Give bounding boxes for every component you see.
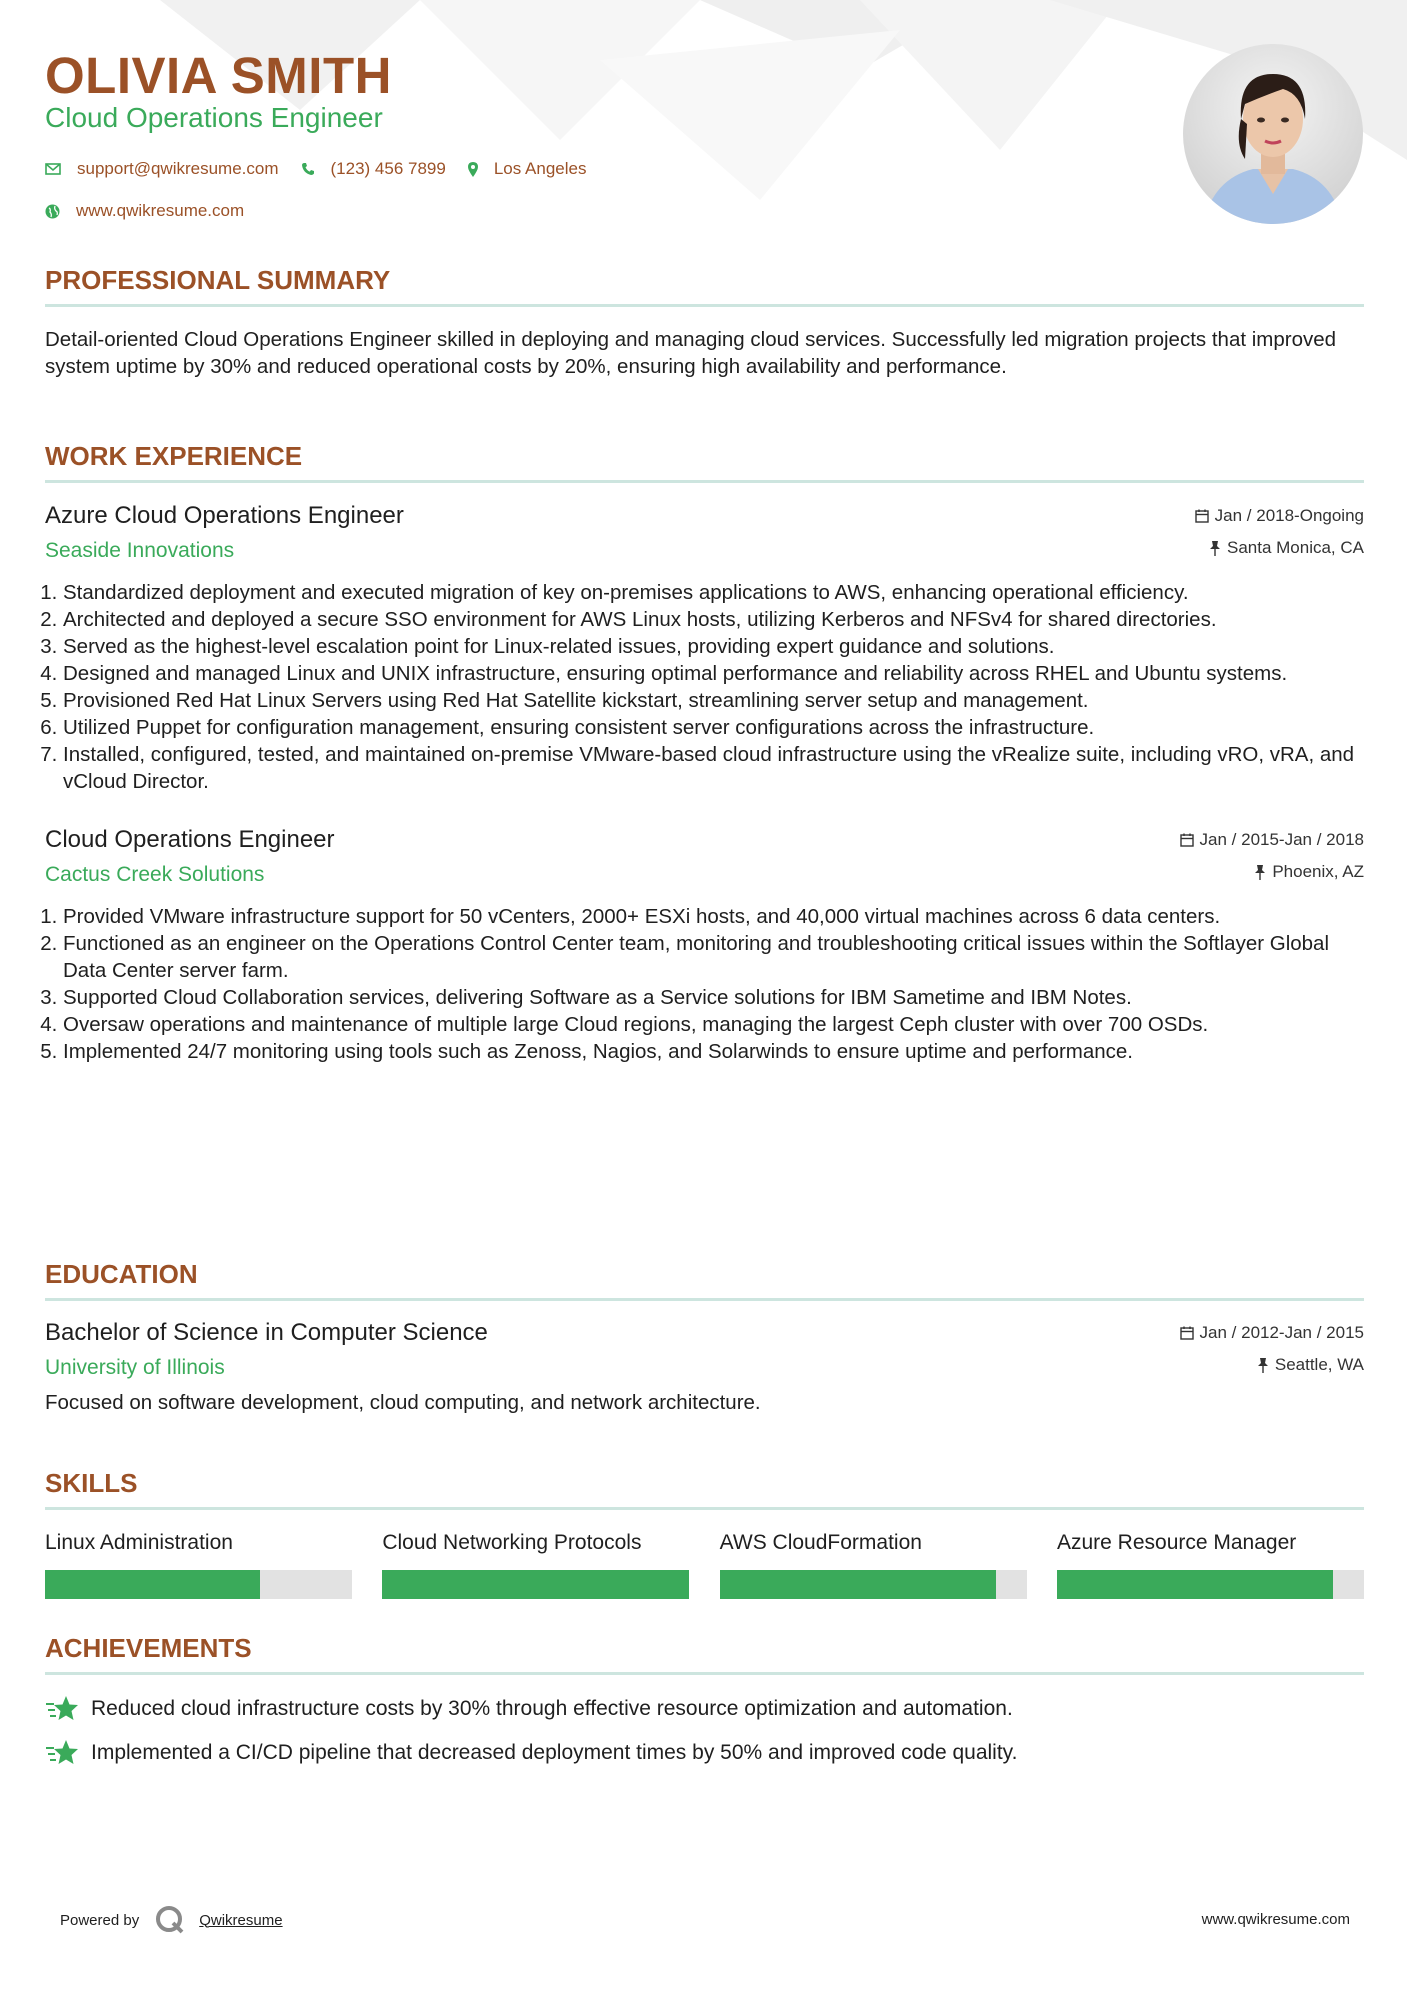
- skill-item: [45, 1528, 352, 1599]
- job-location: [1195, 532, 1364, 564]
- skill-bar: [720, 1570, 1027, 1599]
- list-item: 3. Supported Cloud Collaboration services, delivering Software as a Service solutions for IBM Sametime and IBM Notes.: [63, 984, 1364, 1011]
- skill-name: Cloud Networking Protocols: [382, 1531, 642, 1554]
- profile-photo: [1183, 44, 1363, 224]
- website-text: www.qwikresume.com: [76, 201, 245, 220]
- email-text: support@qwikresume.com: [77, 159, 279, 178]
- qwikresume-logo-icon: [155, 1905, 185, 1935]
- skill-bar-fill: [720, 1570, 996, 1599]
- job-location-text: Santa Monica, CA: [1226, 538, 1364, 557]
- job-entry: [45, 500, 1364, 795]
- star-icon: [45, 1739, 79, 1767]
- pushpin-icon: [1257, 1358, 1269, 1373]
- skills-heading: SKILLS: [45, 1468, 138, 1498]
- section-divider: [45, 1507, 1364, 1510]
- education-meta: [1180, 1317, 1364, 1381]
- list-item: 2. Functioned as an engineer on the Operations Control Center team, monitoring and troubleshooting critical issues within the Softlayer Global Data Center server farm.: [63, 930, 1364, 984]
- summary-text: Detail-oriented Cloud Operations Engineer skilled in deploying and managing cloud services. Successfully led migration projects that improved system uptime by 30% and reduced operational costs by 20%, ensuring high availability and performance.: [45, 328, 1337, 378]
- skill-bar-fill: [1057, 1570, 1333, 1599]
- footer-website[interactable]: www.qwikresume.com: [1201, 1911, 1350, 1928]
- list-item: 7. Installed, configured, tested, and maintained on-premise VMware-based cloud infrastructure using the vRealize suite, including vRO, vRA, and vCloud Director.: [63, 741, 1364, 795]
- powered-by: [60, 1900, 283, 1940]
- section-divider: [45, 480, 1364, 483]
- experience-section: [45, 438, 1364, 1065]
- summary-heading: PROFESSIONAL SUMMARY: [45, 265, 391, 295]
- qwikresume-link[interactable]: Qwikresume: [199, 1911, 283, 1929]
- email-contact[interactable]: [45, 159, 279, 179]
- section-divider: [45, 304, 1364, 307]
- skill-item: [382, 1528, 689, 1599]
- list-item: 2. Architected and deployed a secure SSO environment for AWS Linux hosts, utilizing Kerberos and NFSv4 for shared directories.: [63, 606, 1364, 633]
- job-company: Seaside Innovations: [45, 539, 235, 562]
- skill-bar-fill: [382, 1570, 689, 1599]
- skill-name: Azure Resource Manager: [1056, 1531, 1297, 1554]
- globe-icon: [45, 204, 60, 219]
- achievements-section: [45, 1630, 1364, 1769]
- list-item: 4. Oversaw operations and maintenance of multiple large Cloud regions, managing the largest Ceph cluster with over 700 OSDs.: [63, 1011, 1364, 1038]
- list-item: 4. Designed and managed Linux and UNIX infrastructure, ensuring optimal performance and reliability across RHEL and Ubuntu systems.: [63, 660, 1364, 687]
- skills-section: [45, 1465, 1364, 1599]
- list-item: 3. Served as the highest-level escalation point for Linux-related issues, providing expert guidance and solutions.: [63, 633, 1364, 660]
- job-date: [1180, 824, 1364, 856]
- job-date: [1195, 500, 1364, 532]
- skill-name: AWS CloudFormation: [719, 1531, 922, 1554]
- job-entry: [45, 824, 1364, 1065]
- candidate-role: Cloud Operations Engineer: [45, 102, 383, 133]
- pushpin-icon: [1254, 865, 1266, 880]
- skill-bar-fill: [45, 1570, 260, 1599]
- job-location: [1180, 856, 1364, 888]
- contact-info: [45, 156, 608, 240]
- skills-list: [45, 1528, 1364, 1599]
- list-item: 5. Provisioned Red Hat Linux Servers using Red Hat Satellite kickstart, streamlining server setup and management.: [63, 687, 1364, 714]
- degree-title: Bachelor of Science in Computer Science: [45, 1319, 488, 1346]
- job-bullets: [45, 579, 1364, 795]
- calendar-icon: [1195, 509, 1209, 523]
- education-heading: EDUCATION: [45, 1259, 198, 1289]
- skill-item: [1057, 1528, 1364, 1599]
- education-section: [45, 1256, 1364, 1416]
- list-item: 1. Provided VMware infrastructure support for 50 vCenters, 2000+ ESXi hosts, and 40,000 virtual machines across 6 data centers.: [63, 903, 1364, 930]
- education-entry: [45, 1317, 1364, 1416]
- achievements-heading: ACHIEVEMENTS: [45, 1633, 252, 1663]
- star-icon: [45, 1695, 79, 1723]
- calendar-icon: [1180, 1326, 1194, 1340]
- education-description: Focused on software development, cloud computing, and network architecture.: [45, 1391, 761, 1414]
- list-item: 5. Implemented 24/7 monitoring using tools such as Zenoss, Nagios, and Solarwinds to ensure uptime and performance.: [63, 1038, 1364, 1065]
- skill-bar: [1057, 1570, 1364, 1599]
- education-location: [1180, 1349, 1364, 1381]
- envelope-icon: [45, 162, 61, 176]
- job-date-text: Jan / 2018-Ongoing: [1214, 506, 1364, 525]
- candidate-name: OLIVIA SMITH: [45, 47, 392, 104]
- pushpin-icon: [1209, 541, 1221, 556]
- location-contact: [468, 159, 587, 179]
- achievement-item: [45, 1693, 1364, 1725]
- map-pin-icon: [468, 162, 478, 177]
- achievement-text: Implemented a CI/CD pipeline that decreased deployment times by 50% and improved code quality.: [91, 1741, 1018, 1764]
- job-meta: [1180, 824, 1364, 888]
- skill-bar: [45, 1570, 352, 1599]
- job-title: Azure Cloud Operations Engineer: [45, 502, 404, 529]
- footer: [60, 1900, 1350, 1940]
- powered-by-text: Powered by: [60, 1911, 140, 1929]
- skill-bar: [382, 1570, 689, 1599]
- job-title: Cloud Operations Engineer: [45, 826, 335, 853]
- location-text: Los Angeles: [493, 159, 587, 178]
- list-item: 6. Utilized Puppet for configuration management, ensuring consistent server configurations across the infrastructure.: [63, 714, 1364, 741]
- achievement-item: [45, 1737, 1364, 1769]
- section-divider: [45, 1298, 1364, 1301]
- school-name: University of Illinois: [45, 1356, 225, 1379]
- achievement-text: Reduced cloud infrastructure costs by 30% through effective resource optimization and automation.: [91, 1697, 1013, 1720]
- phone-icon: [301, 162, 315, 176]
- list-item: 1. Standardized deployment and executed migration of key on-premises applications to AWS, enhancing operational efficiency.: [63, 579, 1364, 606]
- experience-heading: WORK EXPERIENCE: [45, 441, 303, 471]
- website-contact[interactable]: [45, 201, 244, 221]
- education-date-text: Jan / 2012-Jan / 2015: [1199, 1323, 1364, 1342]
- job-company: Cactus Creek Solutions: [45, 863, 265, 886]
- section-divider: [45, 1672, 1364, 1675]
- job-date-text: Jan / 2015-Jan / 2018: [1199, 830, 1364, 849]
- job-location-text: Phoenix, AZ: [1272, 862, 1364, 881]
- phone-contact[interactable]: [301, 159, 446, 179]
- phone-text: (123) 456 7899: [330, 159, 446, 178]
- job-bullets: [45, 903, 1364, 1065]
- education-location-text: Seattle, WA: [1274, 1355, 1364, 1374]
- job-meta: [1195, 500, 1364, 564]
- summary-section: [45, 262, 1364, 380]
- education-date: [1180, 1317, 1364, 1349]
- skill-name: Linux Administration: [45, 1531, 233, 1554]
- calendar-icon: [1180, 833, 1194, 847]
- skill-item: [720, 1528, 1027, 1599]
